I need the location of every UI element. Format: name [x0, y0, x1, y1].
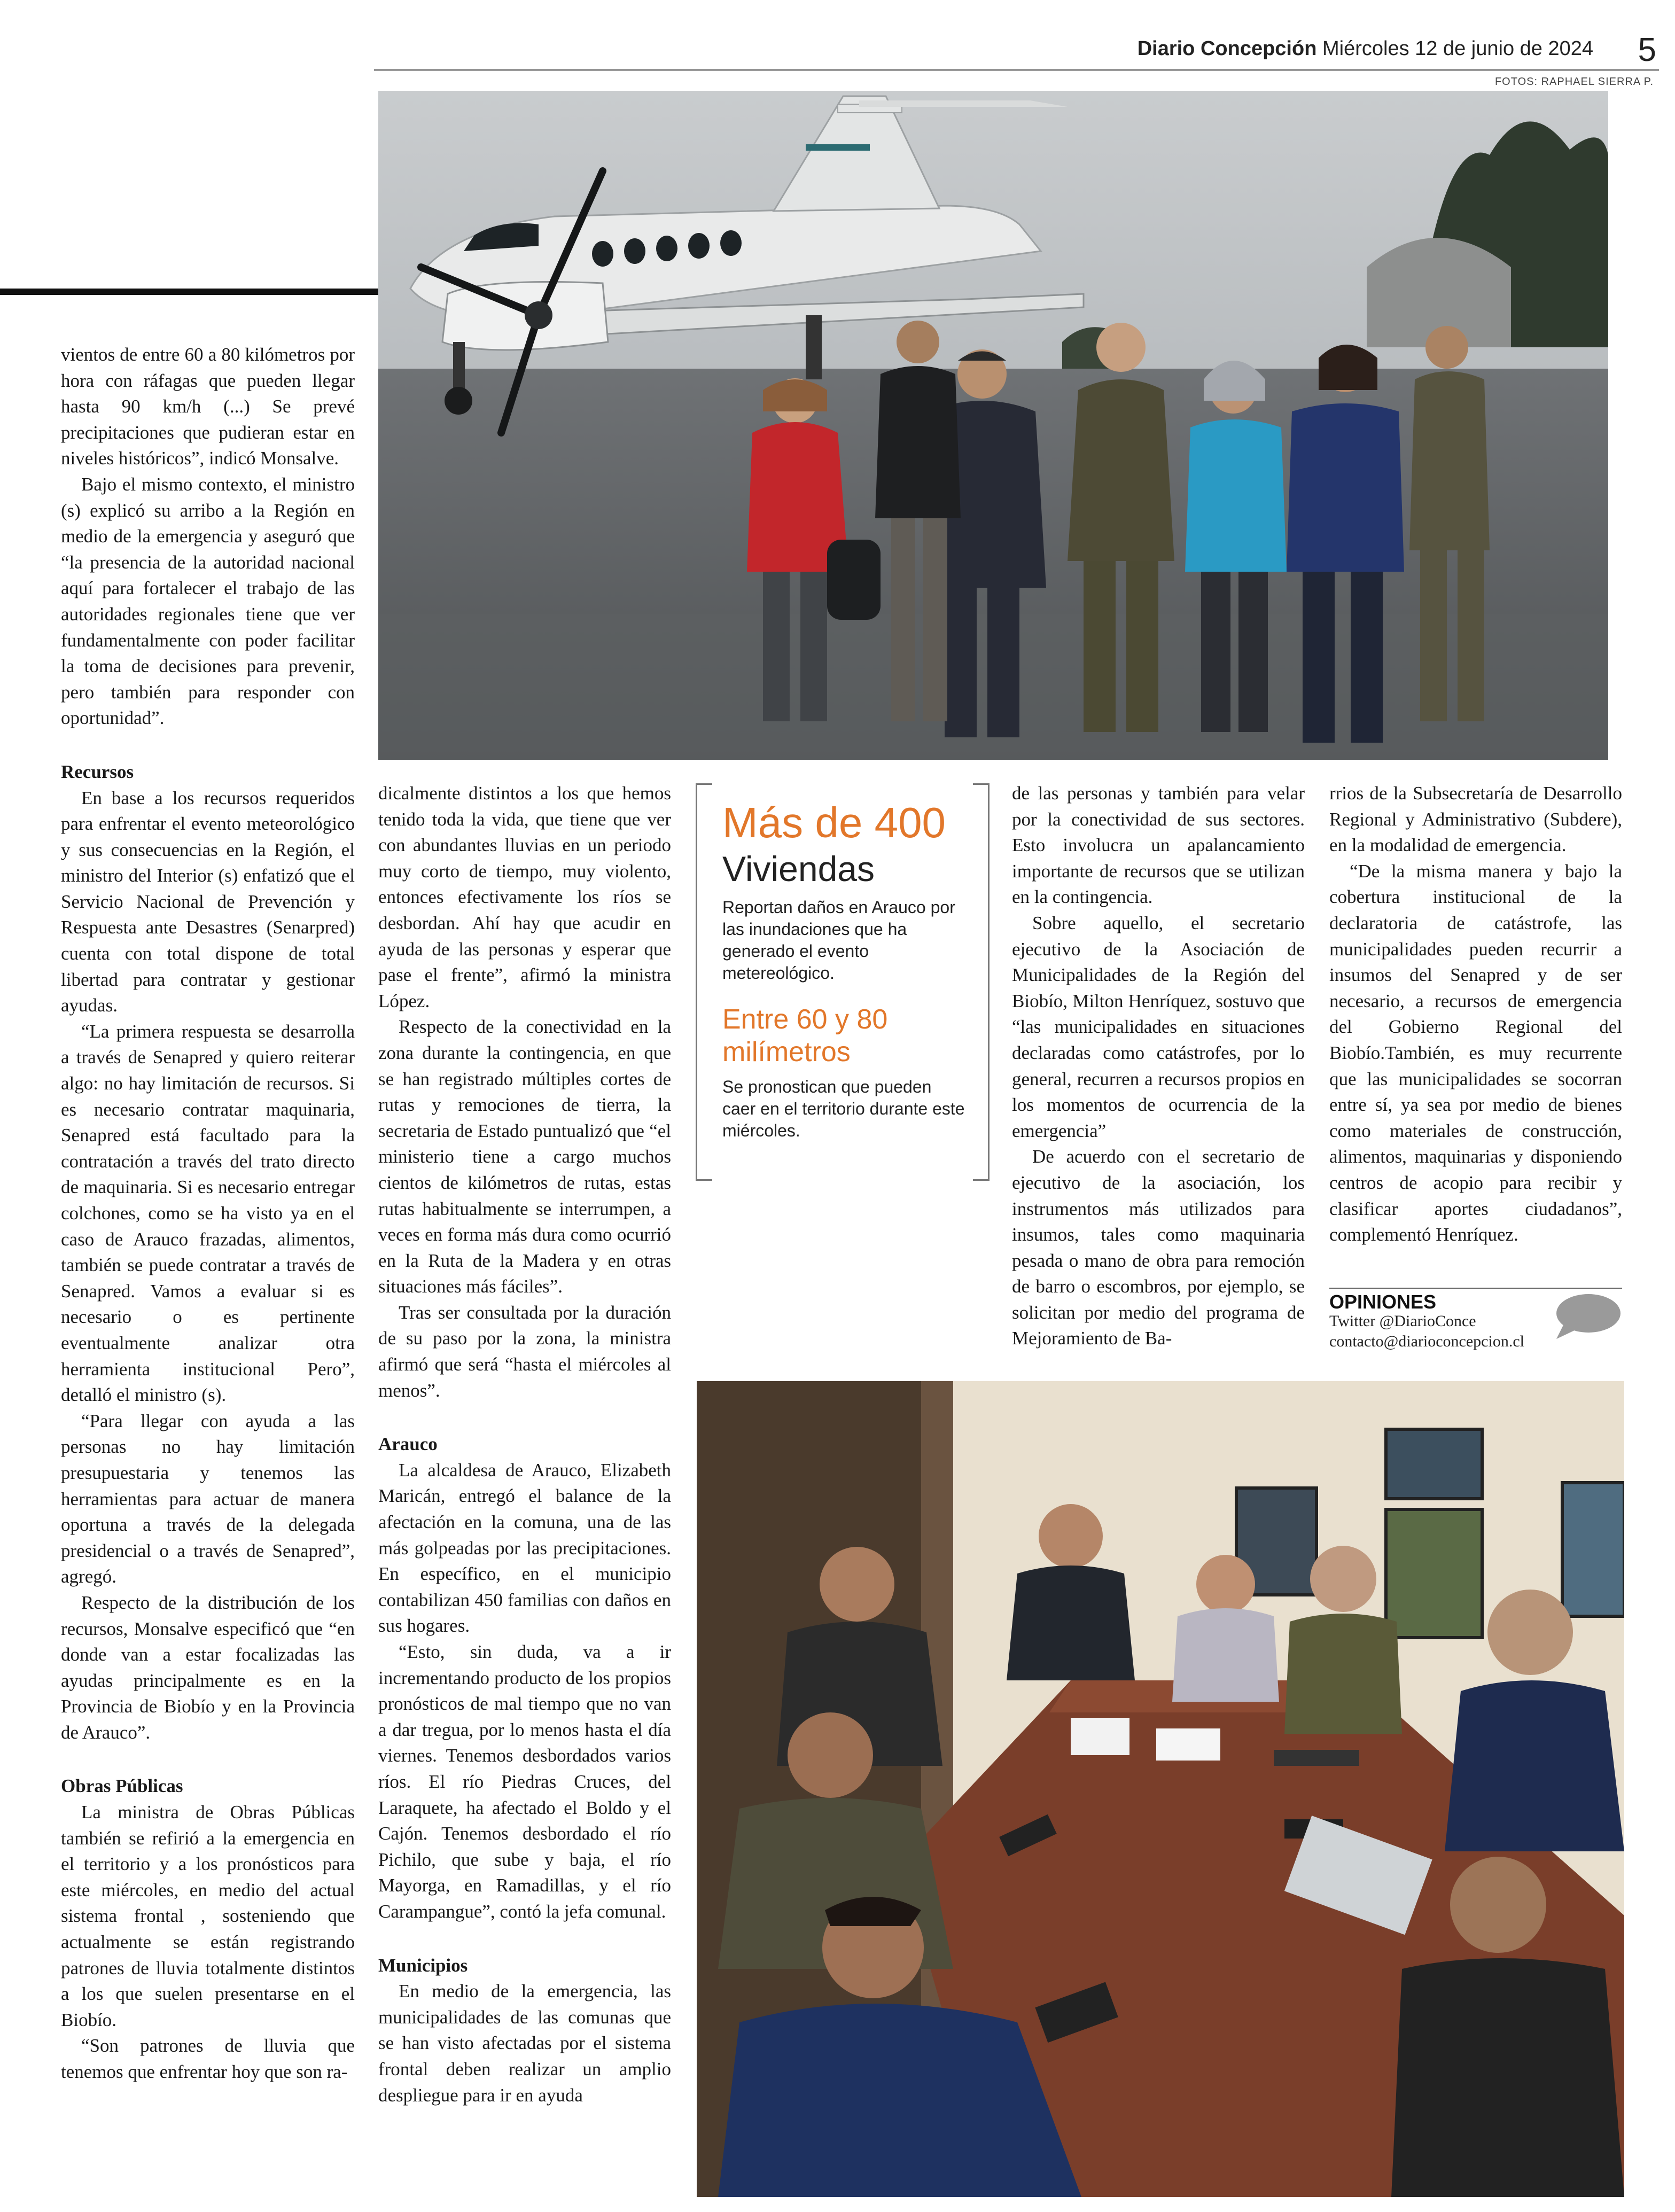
callout-bracket-left	[696, 783, 712, 1181]
paragraph: La alcaldesa de Arauco, Elizabeth Maricán, entregó el balance de la afectación en la comuna, una de las más golpeadas por las precipitaciones. En específico, en el municipio contabilizan 450 familias con daños en sus hogares.	[378, 1459, 671, 1637]
page-number: 5	[1638, 32, 1656, 68]
stat-number: Más de 400	[722, 799, 946, 846]
opiniones-twitter[interactable]: Twitter @DiarioConce	[1329, 1312, 1476, 1330]
stat-description: Reportan daños en Arauco por las inundaciones que ha generado el evento metereológico.	[722, 898, 955, 983]
paragraph: “Para llegar con ayuda a las personas no hay limitación presupuestaria y tenemos las herramientas para actuar de manera oportuna a través de la delegada presidencial o a través de Senapred”, agregó.	[61, 1410, 355, 1587]
callout-bracket-right	[973, 783, 990, 1181]
paragraph: Tras ser consultada por la duración de su paso por la zona, la ministra afirmó que será “hasta el miércoles al menos”.	[378, 1302, 671, 1401]
stat-description: Se pronostican que pueden caer en el territorio durante este miércoles.	[722, 1077, 965, 1140]
opiniones-title: OPINIONES	[1329, 1291, 1437, 1313]
paragraph: “La primera respuesta se desarrolla a través de Senapred y quiero reiterar algo: no hay limitación de recursos. Si es necesario contratar maquinaria, Senapred está facultado para la contratación a través del trato directo de maquinaria. Si es necesario entregar colchones, como se ha visto ya en el caso de Arauco frazadas, alimentos, también se puede contratar a través de Senapred. Vamos a evaluar si es necesario o es pertinente eventualmente analizar otra herramienta institucional Pero”, detalló el ministro (s).	[61, 1021, 355, 1406]
paragraph: “Esto, sin duda, va a ir incrementando producto de los propios pronósticos de mal tiempo que no van a dar tregua, por lo menos hasta el día viernes. Tenemos desbordados varios ríos. El río Piedras Cruces, del Laraquete, ha afectado el Boldo y el Cajón. Tenemos desbordado el río Pichilo, que sube y baja, el río Mayorga, en Ramadillas, y el río Carampangue”, contó la jefa comunal.	[378, 1641, 671, 1922]
meeting-room-photo	[697, 1381, 1624, 2197]
opiniones-rule	[1329, 1288, 1622, 1289]
paragraph: La ministra de Obras Públicas también se refirió a la emergencia en el territorio y a los pronósticos para este miércoles, en medio del actual sistema frontal , sosteniendo que actualmente se están registrando patrones de lluvia totalmente distintos a los que suelen presentarse en el Biobío.	[61, 1802, 355, 2030]
subheading-municipios: Municipios	[378, 1954, 468, 1976]
issue-date: Miércoles 12 de junio de 2024	[1322, 37, 1593, 60]
subheading-recursos: Recursos	[61, 761, 134, 782]
paragraph: de las personas y también para velar por la conectividad de sus sectores. Esto involucra un apalancamiento importante de recursos que se utilizan en la contingencia.	[1012, 783, 1305, 908]
airplane-arrival-photo	[378, 91, 1608, 760]
header-rule	[374, 69, 1659, 71]
paragraph: “De la misma manera y bajo la cobertura institucional de la declaratoria de catástrofe, las municipalidades pueden recurrir a insumos del Senapred y de ser necesario, a recursos de emergencia del Gobierno Regional del Biobío.También, es muy recurrente que las municipalidades se socorran entre sí, ya sea por medio de bienes como materiales de construcción, alimentos, maquinarias y disponiendo centros de acopio para recibir y clasificar aportes ciudadanos”, complementó Henríquez.	[1329, 860, 1622, 1245]
paragraph: En base a los recursos requeridos para enfrentar el evento meteorológico y sus consecuencias en la Región, el ministro del Interior (s) enfatizó que el Servicio Nacional de Prevención y Respuesta ante Desastres (Senarpred) cuenta con total dispone de total libertad para contratar y gestionar ayudas.	[61, 787, 355, 1016]
section-bar	[0, 289, 378, 295]
paragraph: rrios de la Subsecretaría de Desarrollo Regional y Administrativo (Subdere), en la modalidad de emergencia.	[1329, 783, 1622, 856]
photo-credit: FOTOS: RAPHAEL SIERRA P.	[1494, 76, 1654, 88]
article-column-4	[1329, 781, 1622, 1248]
paper-name: Diario Concepción	[1137, 37, 1317, 60]
stat-number: Entre 60 y 80 milímetros	[722, 1004, 888, 1068]
stats-callout	[696, 783, 990, 1179]
paragraph: Respecto de la conectividad en la zona durante la contingencia, en que se han registrado múltiples cortes de rutas y remociones de tierra, la secretaria de Estado puntualizó que “el ministerio tiene a cargo muchos cientos de kilómetros de rutas, estas rutas habitualmente se interrumpen, a veces en forma más dura como ocurrió en la Ruta de la Madera y en otras situaciones más fáciles”.	[378, 1016, 671, 1297]
paragraph: Respecto de la distribución de los recursos, Monsalve especificó que “en donde van a estar focalizadas las ayudas principalmente es en la Provincia de Biobío y en la Provincia de Arauco”.	[61, 1592, 355, 1743]
paragraph: Bajo el mismo contexto, el ministro (s) explicó su arribo a la Región en medio de la emergencia y aseguró que “la presencia de la autoridad nacional aquí para fortalecer el trabajo de las autoridades regionales tiene que ver fundamentalmente con poder facilitar la toma de decisiones para prevenir, pero también para responder con oportunidad”.	[61, 473, 355, 729]
subheading-arauco: Arauco	[378, 1434, 438, 1455]
paragraph: Sobre aquello, el secretario ejecutivo de la Asociación de Municipalidades de la Región del Biobío, Milton Henríquez, sostuvo que “las municipalidades en situaciones declaradas como catástrofes, por lo general, recurren a recursos propios en los momentos de ocurrencia de la emergencia”	[1012, 912, 1305, 1141]
stat-label: Viviendas	[722, 849, 875, 889]
article-column-2	[378, 781, 671, 2108]
article-column-3	[1012, 781, 1305, 1352]
paragraph: vientos de entre 60 a 80 kilómetros por hora con ráfagas que pueden llegar hasta 90 km/h (...) Se prevé precipitaciones que pudieran estar en niveles históricos”, indicó Monsalve.	[61, 344, 355, 469]
masthead	[1138, 37, 1593, 60]
article-column-1	[61, 342, 355, 2085]
opiniones-email[interactable]: contacto@diarioconcepcion.cl	[1329, 1333, 1524, 1350]
subheading-obras-publicas: Obras Públicas	[61, 1775, 183, 1797]
paragraph: “Son patrones de lluvia que tenemos que enfrentar hoy que son ra-	[61, 2035, 355, 2082]
paragraph: En medio de la emergencia, las municipalidades de las comunas que se han visto afectadas por el sistema frontal deben realizar un amplio despliegue para ir en ayuda	[378, 1981, 671, 2106]
paragraph: dicalmente distintos a los que hemos tenido toda la vida, que tiene que ver con abundantes lluvias en un periodo muy corto de tiempo, muy violento, entonces efectivamente los ríos se desbordan. Ahí hay que acudir en ayuda de las personas y esperar que pase el frente”, afirmó la ministra López.	[378, 783, 671, 1011]
paragraph: De acuerdo con el secretario de ejecutivo de la asociación, los instrumentos más utilizados para insumos, tales como maquinaria pesada o mano de obra para remoción de barro o escombros, por ejemplo, se solicitan por medio del programa de Mejoramiento de Ba-	[1012, 1146, 1305, 1349]
speech-bubble-icon	[1552, 1292, 1622, 1341]
